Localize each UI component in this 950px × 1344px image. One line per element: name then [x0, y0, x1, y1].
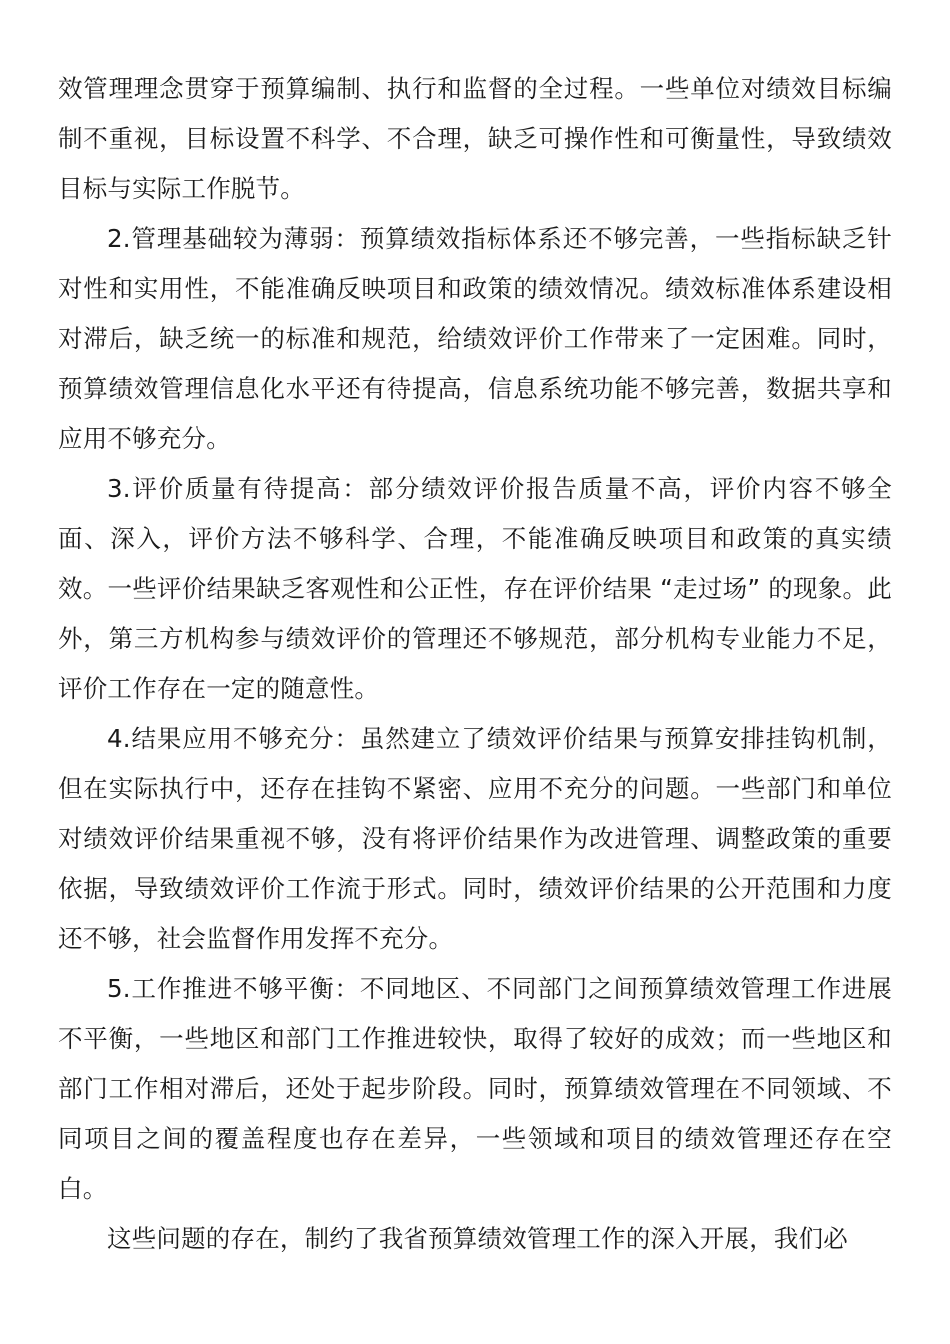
paragraph-management-foundation: 2.管理基础较为薄弱：预算绩效指标体系还不够完善，一些指标缺乏针对性和实用性，不能准确反映项目和政策的绩效情况。绩效标准体系建设相对滞后，缺乏统一的标准和规范，给绩效评价工作带来了一定困难。同时，预算绩效管理信息化水平还有待提高，信息系统功能不够完善，数据共享和应用不够充分。: [58, 224, 892, 453]
paragraph-work-balance: 5.工作推进不够平衡：不同地区、不同部门之间预算绩效管理工作进展不平衡，一些地区和部门工作推进较快，取得了较好的成效；而一些地区和部门工作相对滞后，还处于起步阶段。同时，预算绩效管理在不同领域、不同项目之间的覆盖程度也存在差异，一些领域和项目的绩效管理还存在空白。: [58, 974, 892, 1203]
document-body: [58, 64, 892, 1264]
paragraph-conclusion: 这些问题的存在，制约了我省预算绩效管理工作的深入开展，我们必: [107, 1224, 848, 1253]
paragraph-continuation: 效管理理念贯穿于预算编制、执行和监督的全过程。一些单位对绩效目标编制不重视，目标设置不科学、不合理，缺乏可操作性和可衡量性，导致绩效目标与实际工作脱节。: [58, 74, 892, 203]
paragraph-evaluation-quality: 3.评价质量有待提高：部分绩效评价报告质量不高，评价内容不够全面、深入，评价方法不够科学、合理，不能准确反映项目和政策的真实绩效。一些评价结果缺乏客观性和公正性，存在评价结果 “走过场” 的现象。此外，第三方机构参与绩效评价的管理还不够规范，部分机构专业能力不足，评价工作存在一定的随意性。: [58, 474, 892, 703]
paragraph-result-application: 4.结果应用不够充分：虽然建立了绩效评价结果与预算安排挂钩机制，但在实际执行中，还存在挂钩不紧密、应用不充分的问题。一些部门和单位对绩效评价结果重视不够，没有将评价结果作为改进管理、调整政策的重要依据，导致绩效评价工作流于形式。同时，绩效评价结果的公开范围和力度还不够，社会监督作用发挥不充分。: [58, 724, 892, 953]
